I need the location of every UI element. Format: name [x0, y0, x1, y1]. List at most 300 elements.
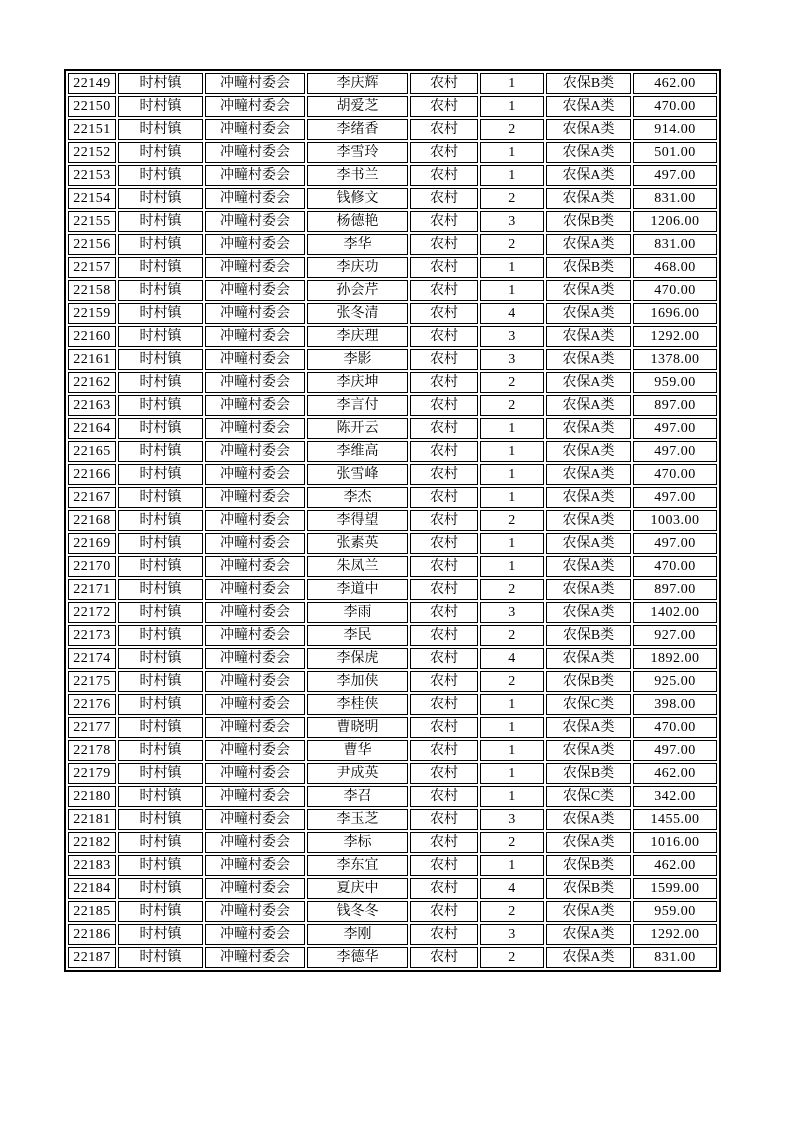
insurance-category-cell: 农保A类 [546, 487, 631, 508]
person-count-cell: 4 [480, 878, 544, 899]
town-cell: 时村镇 [118, 395, 203, 416]
insurance-category-cell: 农保B类 [546, 763, 631, 784]
village-committee-cell: 冲疃村委会 [205, 786, 305, 807]
table-row [68, 809, 717, 830]
residence-type-cell: 农村 [410, 878, 478, 899]
serial-number-cell: 22154 [68, 188, 116, 209]
residence-type-cell: 农村 [410, 464, 478, 485]
residence-type-cell: 农村 [410, 303, 478, 324]
village-committee-cell: 冲疃村委会 [205, 648, 305, 669]
amount-cell: 831.00 [633, 947, 717, 968]
person-count-cell: 2 [480, 832, 544, 853]
insurance-category-cell: 农保A类 [546, 464, 631, 485]
person-count-cell: 1 [480, 73, 544, 94]
amount-cell: 1892.00 [633, 648, 717, 669]
insurance-category-cell: 农保A类 [546, 717, 631, 738]
town-cell: 时村镇 [118, 924, 203, 945]
village-committee-cell: 冲疃村委会 [205, 96, 305, 117]
town-cell: 时村镇 [118, 372, 203, 393]
town-cell: 时村镇 [118, 119, 203, 140]
town-cell: 时村镇 [118, 188, 203, 209]
village-committee-cell: 冲疃村委会 [205, 211, 305, 232]
residence-type-cell: 农村 [410, 188, 478, 209]
village-committee-cell: 冲疃村委会 [205, 119, 305, 140]
residence-type-cell: 农村 [410, 855, 478, 876]
amount-cell: 831.00 [633, 188, 717, 209]
amount-cell: 470.00 [633, 96, 717, 117]
serial-number-cell: 22151 [68, 119, 116, 140]
amount-cell: 497.00 [633, 740, 717, 761]
person-count-cell: 1 [480, 165, 544, 186]
village-committee-cell: 冲疃村委会 [205, 602, 305, 623]
person-name-cell: 李标 [307, 832, 408, 853]
village-committee-cell: 冲疃村委会 [205, 809, 305, 830]
table-row [68, 901, 717, 922]
village-committee-cell: 冲疃村委会 [205, 855, 305, 876]
amount-cell: 497.00 [633, 441, 717, 462]
residence-type-cell: 农村 [410, 349, 478, 370]
amount-cell: 470.00 [633, 556, 717, 577]
town-cell: 时村镇 [118, 165, 203, 186]
insurance-category-cell: 农保A类 [546, 395, 631, 416]
person-name-cell: 李庆坤 [307, 372, 408, 393]
serial-number-cell: 22160 [68, 326, 116, 347]
town-cell: 时村镇 [118, 694, 203, 715]
person-count-cell: 1 [480, 96, 544, 117]
person-name-cell: 尹成英 [307, 763, 408, 784]
serial-number-cell: 22170 [68, 556, 116, 577]
serial-number-cell: 22152 [68, 142, 116, 163]
serial-number-cell: 22164 [68, 418, 116, 439]
table-row [68, 487, 717, 508]
amount-cell: 1016.00 [633, 832, 717, 853]
serial-number-cell: 22175 [68, 671, 116, 692]
insurance-category-cell: 农保A类 [546, 234, 631, 255]
insurance-category-cell: 农保A类 [546, 602, 631, 623]
person-name-cell: 李德华 [307, 947, 408, 968]
amount-cell: 1378.00 [633, 349, 717, 370]
serial-number-cell: 22180 [68, 786, 116, 807]
residence-type-cell: 农村 [410, 947, 478, 968]
insurance-category-cell: 农保A类 [546, 533, 631, 554]
insurance-category-cell: 农保B类 [546, 211, 631, 232]
village-committee-cell: 冲疃村委会 [205, 947, 305, 968]
residence-type-cell: 农村 [410, 901, 478, 922]
serial-number-cell: 22183 [68, 855, 116, 876]
town-cell: 时村镇 [118, 602, 203, 623]
table-row [68, 786, 717, 807]
insurance-category-cell: 农保B类 [546, 671, 631, 692]
table-row [68, 763, 717, 784]
residence-type-cell: 农村 [410, 119, 478, 140]
person-name-cell: 李庆理 [307, 326, 408, 347]
insurance-category-cell: 农保B类 [546, 257, 631, 278]
person-name-cell: 李庆辉 [307, 73, 408, 94]
person-count-cell: 2 [480, 188, 544, 209]
insurance-category-cell: 农保A类 [546, 947, 631, 968]
person-name-cell: 李书兰 [307, 165, 408, 186]
town-cell: 时村镇 [118, 809, 203, 830]
person-name-cell: 曹华 [307, 740, 408, 761]
residence-type-cell: 农村 [410, 740, 478, 761]
village-committee-cell: 冲疃村委会 [205, 395, 305, 416]
table-row [68, 947, 717, 968]
amount-cell: 1003.00 [633, 510, 717, 531]
town-cell: 时村镇 [118, 625, 203, 646]
amount-cell: 927.00 [633, 625, 717, 646]
residence-type-cell: 农村 [410, 96, 478, 117]
table-row [68, 188, 717, 209]
residence-type-cell: 农村 [410, 625, 478, 646]
village-committee-cell: 冲疃村委会 [205, 533, 305, 554]
residence-type-cell: 农村 [410, 165, 478, 186]
village-committee-cell: 冲疃村委会 [205, 878, 305, 899]
town-cell: 时村镇 [118, 832, 203, 853]
amount-cell: 470.00 [633, 717, 717, 738]
village-committee-cell: 冲疃村委会 [205, 372, 305, 393]
person-count-cell: 2 [480, 625, 544, 646]
insurance-category-cell: 农保A类 [546, 372, 631, 393]
table-row [68, 96, 717, 117]
serial-number-cell: 22149 [68, 73, 116, 94]
table-row [68, 395, 717, 416]
person-count-cell: 1 [480, 533, 544, 554]
person-count-cell: 3 [480, 349, 544, 370]
table-row [68, 349, 717, 370]
person-name-cell: 李绪香 [307, 119, 408, 140]
person-count-cell: 1 [480, 441, 544, 462]
amount-cell: 925.00 [633, 671, 717, 692]
amount-cell: 1292.00 [633, 924, 717, 945]
person-count-cell: 2 [480, 510, 544, 531]
insurance-category-cell: 农保A类 [546, 188, 631, 209]
table-row [68, 924, 717, 945]
residence-type-cell: 农村 [410, 441, 478, 462]
table-row [68, 280, 717, 301]
person-name-cell: 李东宜 [307, 855, 408, 876]
insurance-category-cell: 农保A类 [546, 349, 631, 370]
person-name-cell: 李民 [307, 625, 408, 646]
table-row [68, 73, 717, 94]
table-row [68, 257, 717, 278]
insurance-category-cell: 农保A类 [546, 648, 631, 669]
insurance-category-cell: 农保B类 [546, 878, 631, 899]
village-committee-cell: 冲疃村委会 [205, 234, 305, 255]
table-row [68, 211, 717, 232]
amount-cell: 462.00 [633, 763, 717, 784]
insurance-category-cell: 农保A类 [546, 326, 631, 347]
person-count-cell: 1 [480, 763, 544, 784]
town-cell: 时村镇 [118, 763, 203, 784]
town-cell: 时村镇 [118, 786, 203, 807]
town-cell: 时村镇 [118, 671, 203, 692]
insurance-category-cell: 农保A类 [546, 556, 631, 577]
person-name-cell: 孙会芹 [307, 280, 408, 301]
person-count-cell: 2 [480, 901, 544, 922]
residence-type-cell: 农村 [410, 671, 478, 692]
person-count-cell: 4 [480, 648, 544, 669]
town-cell: 时村镇 [118, 257, 203, 278]
amount-cell: 462.00 [633, 73, 717, 94]
village-committee-cell: 冲疃村委会 [205, 188, 305, 209]
insurance-category-cell: 农保A类 [546, 418, 631, 439]
serial-number-cell: 22179 [68, 763, 116, 784]
table-row [68, 648, 717, 669]
serial-number-cell: 22171 [68, 579, 116, 600]
village-committee-cell: 冲疃村委会 [205, 740, 305, 761]
town-cell: 时村镇 [118, 510, 203, 531]
person-name-cell: 李道中 [307, 579, 408, 600]
amount-cell: 470.00 [633, 280, 717, 301]
table-row [68, 119, 717, 140]
village-committee-cell: 冲疃村委会 [205, 464, 305, 485]
person-name-cell: 李刚 [307, 924, 408, 945]
person-count-cell: 1 [480, 786, 544, 807]
insurance-category-cell: 农保A类 [546, 901, 631, 922]
table-row [68, 694, 717, 715]
residence-type-cell: 农村 [410, 395, 478, 416]
person-name-cell: 李保虎 [307, 648, 408, 669]
town-cell: 时村镇 [118, 349, 203, 370]
insurance-category-cell: 农保B类 [546, 625, 631, 646]
person-count-cell: 3 [480, 809, 544, 830]
town-cell: 时村镇 [118, 211, 203, 232]
table-row [68, 625, 717, 646]
amount-cell: 1599.00 [633, 878, 717, 899]
pension-payment-table [64, 69, 721, 972]
town-cell: 时村镇 [118, 96, 203, 117]
amount-cell: 470.00 [633, 464, 717, 485]
residence-type-cell: 农村 [410, 211, 478, 232]
town-cell: 时村镇 [118, 533, 203, 554]
residence-type-cell: 农村 [410, 510, 478, 531]
residence-type-cell: 农村 [410, 832, 478, 853]
village-committee-cell: 冲疃村委会 [205, 510, 305, 531]
insurance-category-cell: 农保A类 [546, 809, 631, 830]
person-name-cell: 杨德艳 [307, 211, 408, 232]
serial-number-cell: 22176 [68, 694, 116, 715]
person-count-cell: 1 [480, 464, 544, 485]
residence-type-cell: 农村 [410, 280, 478, 301]
serial-number-cell: 22162 [68, 372, 116, 393]
serial-number-cell: 22156 [68, 234, 116, 255]
town-cell: 时村镇 [118, 717, 203, 738]
amount-cell: 959.00 [633, 372, 717, 393]
serial-number-cell: 22177 [68, 717, 116, 738]
town-cell: 时村镇 [118, 740, 203, 761]
insurance-category-cell: 农保A类 [546, 142, 631, 163]
person-name-cell: 张雪峰 [307, 464, 408, 485]
serial-number-cell: 22155 [68, 211, 116, 232]
person-name-cell: 李庆功 [307, 257, 408, 278]
town-cell: 时村镇 [118, 556, 203, 577]
table-row [68, 878, 717, 899]
insurance-category-cell: 农保A类 [546, 441, 631, 462]
residence-type-cell: 农村 [410, 809, 478, 830]
town-cell: 时村镇 [118, 303, 203, 324]
serial-number-cell: 22159 [68, 303, 116, 324]
amount-cell: 497.00 [633, 533, 717, 554]
village-committee-cell: 冲疃村委会 [205, 487, 305, 508]
village-committee-cell: 冲疃村委会 [205, 303, 305, 324]
insurance-category-cell: 农保A类 [546, 924, 631, 945]
person-count-cell: 1 [480, 855, 544, 876]
table-row [68, 441, 717, 462]
serial-number-cell: 22181 [68, 809, 116, 830]
residence-type-cell: 农村 [410, 418, 478, 439]
amount-cell: 1455.00 [633, 809, 717, 830]
town-cell: 时村镇 [118, 441, 203, 462]
table-row [68, 165, 717, 186]
town-cell: 时村镇 [118, 855, 203, 876]
village-committee-cell: 冲疃村委会 [205, 694, 305, 715]
serial-number-cell: 22187 [68, 947, 116, 968]
amount-cell: 398.00 [633, 694, 717, 715]
village-committee-cell: 冲疃村委会 [205, 165, 305, 186]
person-name-cell: 胡爱芝 [307, 96, 408, 117]
person-name-cell: 李雨 [307, 602, 408, 623]
insurance-category-cell: 农保A类 [546, 740, 631, 761]
person-name-cell: 钱修文 [307, 188, 408, 209]
insurance-category-cell: 农保A类 [546, 96, 631, 117]
residence-type-cell: 农村 [410, 924, 478, 945]
town-cell: 时村镇 [118, 280, 203, 301]
table-row [68, 556, 717, 577]
person-name-cell: 李华 [307, 234, 408, 255]
insurance-category-cell: 农保C类 [546, 786, 631, 807]
town-cell: 时村镇 [118, 326, 203, 347]
village-committee-cell: 冲疃村委会 [205, 326, 305, 347]
village-committee-cell: 冲疃村委会 [205, 280, 305, 301]
person-name-cell: 李维高 [307, 441, 408, 462]
person-name-cell: 张冬清 [307, 303, 408, 324]
town-cell: 时村镇 [118, 142, 203, 163]
residence-type-cell: 农村 [410, 763, 478, 784]
residence-type-cell: 农村 [410, 142, 478, 163]
table-row [68, 855, 717, 876]
person-name-cell: 李影 [307, 349, 408, 370]
serial-number-cell: 22185 [68, 901, 116, 922]
person-count-cell: 3 [480, 924, 544, 945]
village-committee-cell: 冲疃村委会 [205, 832, 305, 853]
serial-number-cell: 22173 [68, 625, 116, 646]
village-committee-cell: 冲疃村委会 [205, 257, 305, 278]
table-row [68, 303, 717, 324]
amount-cell: 959.00 [633, 901, 717, 922]
person-count-cell: 1 [480, 418, 544, 439]
serial-number-cell: 22161 [68, 349, 116, 370]
village-committee-cell: 冲疃村委会 [205, 418, 305, 439]
person-count-cell: 2 [480, 234, 544, 255]
serial-number-cell: 22163 [68, 395, 116, 416]
serial-number-cell: 22165 [68, 441, 116, 462]
table-row [68, 579, 717, 600]
table-row [68, 717, 717, 738]
serial-number-cell: 22150 [68, 96, 116, 117]
amount-cell: 462.00 [633, 855, 717, 876]
amount-cell: 1402.00 [633, 602, 717, 623]
amount-cell: 501.00 [633, 142, 717, 163]
village-committee-cell: 冲疃村委会 [205, 441, 305, 462]
amount-cell: 497.00 [633, 165, 717, 186]
town-cell: 时村镇 [118, 901, 203, 922]
village-committee-cell: 冲疃村委会 [205, 556, 305, 577]
serial-number-cell: 22172 [68, 602, 116, 623]
table-row [68, 234, 717, 255]
residence-type-cell: 农村 [410, 257, 478, 278]
village-committee-cell: 冲疃村委会 [205, 924, 305, 945]
serial-number-cell: 22158 [68, 280, 116, 301]
table-row [68, 142, 717, 163]
insurance-category-cell: 农保A类 [546, 579, 631, 600]
person-count-cell: 1 [480, 740, 544, 761]
serial-number-cell: 22169 [68, 533, 116, 554]
person-name-cell: 钱冬冬 [307, 901, 408, 922]
person-name-cell: 李杰 [307, 487, 408, 508]
residence-type-cell: 农村 [410, 579, 478, 600]
serial-number-cell: 22167 [68, 487, 116, 508]
town-cell: 时村镇 [118, 234, 203, 255]
serial-number-cell: 22174 [68, 648, 116, 669]
amount-cell: 468.00 [633, 257, 717, 278]
table-row [68, 418, 717, 439]
serial-number-cell: 22178 [68, 740, 116, 761]
residence-type-cell: 农村 [410, 533, 478, 554]
table-row [68, 510, 717, 531]
insurance-category-cell: 农保A类 [546, 119, 631, 140]
residence-type-cell: 农村 [410, 487, 478, 508]
village-committee-cell: 冲疃村委会 [205, 763, 305, 784]
table-row [68, 740, 717, 761]
residence-type-cell: 农村 [410, 648, 478, 669]
table-row [68, 372, 717, 393]
village-committee-cell: 冲疃村委会 [205, 901, 305, 922]
person-name-cell: 李雪玲 [307, 142, 408, 163]
town-cell: 时村镇 [118, 487, 203, 508]
person-count-cell: 1 [480, 280, 544, 301]
insurance-category-cell: 农保A类 [546, 510, 631, 531]
person-count-cell: 2 [480, 395, 544, 416]
person-count-cell: 2 [480, 119, 544, 140]
table-row [68, 533, 717, 554]
insurance-category-cell: 农保B类 [546, 855, 631, 876]
person-name-cell: 朱凤兰 [307, 556, 408, 577]
insurance-category-cell: 农保B类 [546, 73, 631, 94]
serial-number-cell: 22168 [68, 510, 116, 531]
person-count-cell: 3 [480, 326, 544, 347]
amount-cell: 1696.00 [633, 303, 717, 324]
residence-type-cell: 农村 [410, 372, 478, 393]
town-cell: 时村镇 [118, 947, 203, 968]
serial-number-cell: 22157 [68, 257, 116, 278]
serial-number-cell: 22182 [68, 832, 116, 853]
table-row [68, 464, 717, 485]
table-body [68, 73, 717, 968]
person-name-cell: 张素英 [307, 533, 408, 554]
serial-number-cell: 22186 [68, 924, 116, 945]
person-name-cell: 陈开云 [307, 418, 408, 439]
amount-cell: 831.00 [633, 234, 717, 255]
residence-type-cell: 农村 [410, 602, 478, 623]
serial-number-cell: 22166 [68, 464, 116, 485]
village-committee-cell: 冲疃村委会 [205, 73, 305, 94]
insurance-category-cell: 农保A类 [546, 280, 631, 301]
amount-cell: 897.00 [633, 579, 717, 600]
person-count-cell: 3 [480, 211, 544, 232]
residence-type-cell: 农村 [410, 694, 478, 715]
residence-type-cell: 农村 [410, 73, 478, 94]
person-count-cell: 1 [480, 556, 544, 577]
